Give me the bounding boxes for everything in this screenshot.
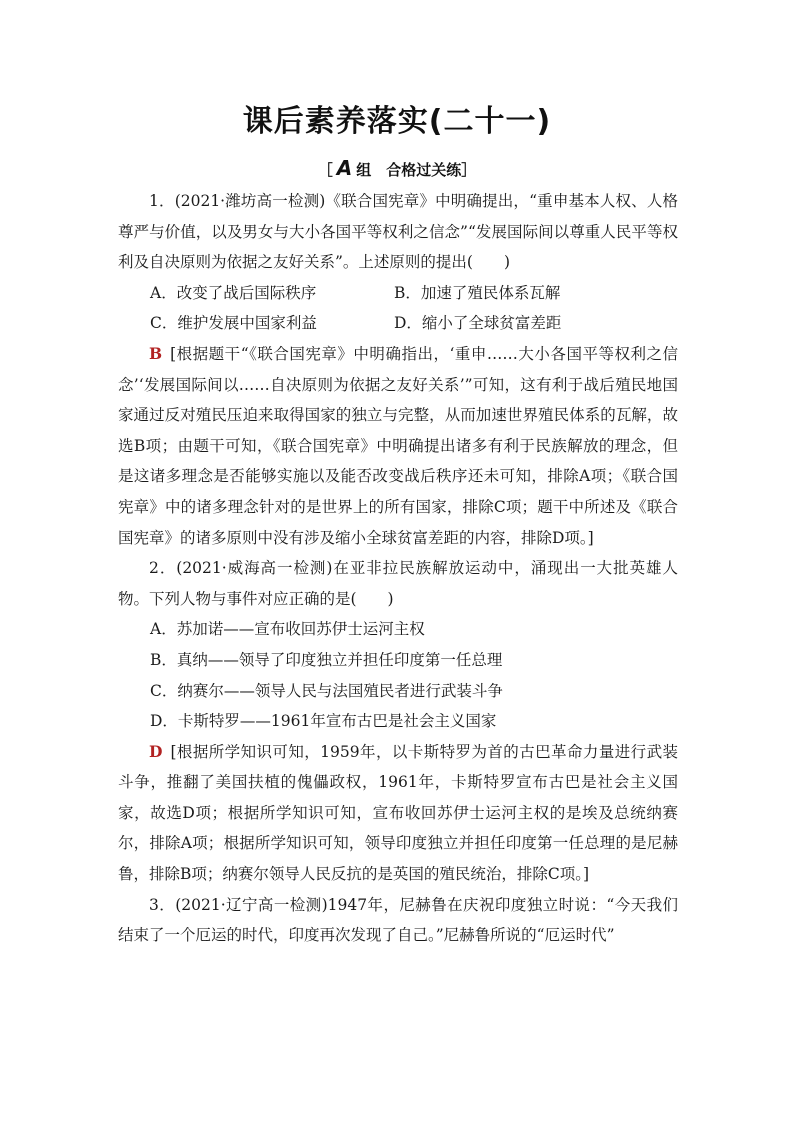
group-label: 组 合格过关练 (356, 161, 462, 179)
q2-answer: D (149, 741, 163, 761)
q1-option-c: C．维护发展中国家利益 (150, 314, 317, 333)
question-1-stem: 1．(2021·潍坊高一检测)《联合国宪章》中明确提出，“重申基本人权、人格尊严与价值，以及男女与大小各国平等权利之信念”“发展国际间以尊重人民平等权利及自决原则为依据之友好关系”。上述原则的提出( ) (118, 192, 678, 272)
q2-option-d: D．卡斯特罗——1961年宣布古巴是社会主义国家 (150, 712, 497, 731)
group-letter: A (336, 156, 353, 180)
question-list (118, 186, 678, 951)
q2-option-c: C．纳赛尔——领导人民与法国殖民者进行武装斗争 (150, 681, 503, 700)
q2-option-a: A．苏加诺——宣布收回苏伊士运河主权 (150, 620, 425, 639)
question-2-explanation (118, 737, 678, 890)
bracket-open: ［ (317, 161, 333, 179)
section-heading (0, 156, 794, 180)
q1-option-d: D．缩小了全球贫富差距 (394, 314, 562, 333)
q2-option-b: B．真纳——领导了印度独立并担任印度第一任总理 (150, 650, 503, 669)
question-1-options (150, 278, 678, 339)
q1-option-a: A．改变了战后国际秩序 (150, 283, 317, 302)
question-1-explanation (118, 339, 678, 553)
page-title: 课后素养落实(二十一) (242, 104, 552, 139)
q1-explanation-text: [根据题干“《联合国宪章》中明确指出，‘重申……大小各国平等权利之信念’‘发展国际间以……自决原则为依据之友好关系’”可知，这有利于战后殖民地国家通过反对殖民压迫来取得国家的独立与完整，从而加速世界殖民体系的瓦解，故选B项；由题干可知，《联合国宪章》中明确提出诸多有利于民族解放的理念，但是这诸多理念是否能够实施以及能否改变战后秩序还未可知，排除A项；《联合国宪章》中的诸多理念针对的是世界上的所有国家，排除C项；题干中所述及《联合国宪章》的诸多原则中没有涉及缩小全球贫富差距的内容，排除D项。] (118, 344, 678, 547)
q1-option-b: B．加速了殖民体系瓦解 (394, 283, 561, 302)
question-2-stem: 2．(2021·威海高一检测)在亚非拉民族解放运动中，涌现出一大批英雄人物。下列人物与事件对应正确的是( ) (118, 559, 678, 608)
q2-explanation-text: [根据所学知识可知，1959年，以卡斯特罗为首的古巴革命力量进行武装斗争，推翻了美国扶植的傀儡政权，1961年，卡斯特罗宣布古巴是社会主义国家，故选D项；根据所学知识可知，宣布收回苏伊士运河主权的是埃及总统纳赛尔，排除A项；根据所学知识可知，领导印度独立并担任印度第一任总理的是尼赫鲁，排除B项；纳赛尔领导人民反抗的是英国的殖民统治，排除C项。] (118, 742, 678, 884)
q1-answer: B (149, 343, 163, 363)
bracket-close: ］ (461, 161, 477, 179)
question-3-stem: 3．(2021·辽宁高一检测)1947年，尼赫鲁在庆祝印度独立时说：“今天我们结束了一个厄运的时代，印度再次发现了自己。”尼赫鲁所说的“厄运时代” (118, 895, 678, 945)
